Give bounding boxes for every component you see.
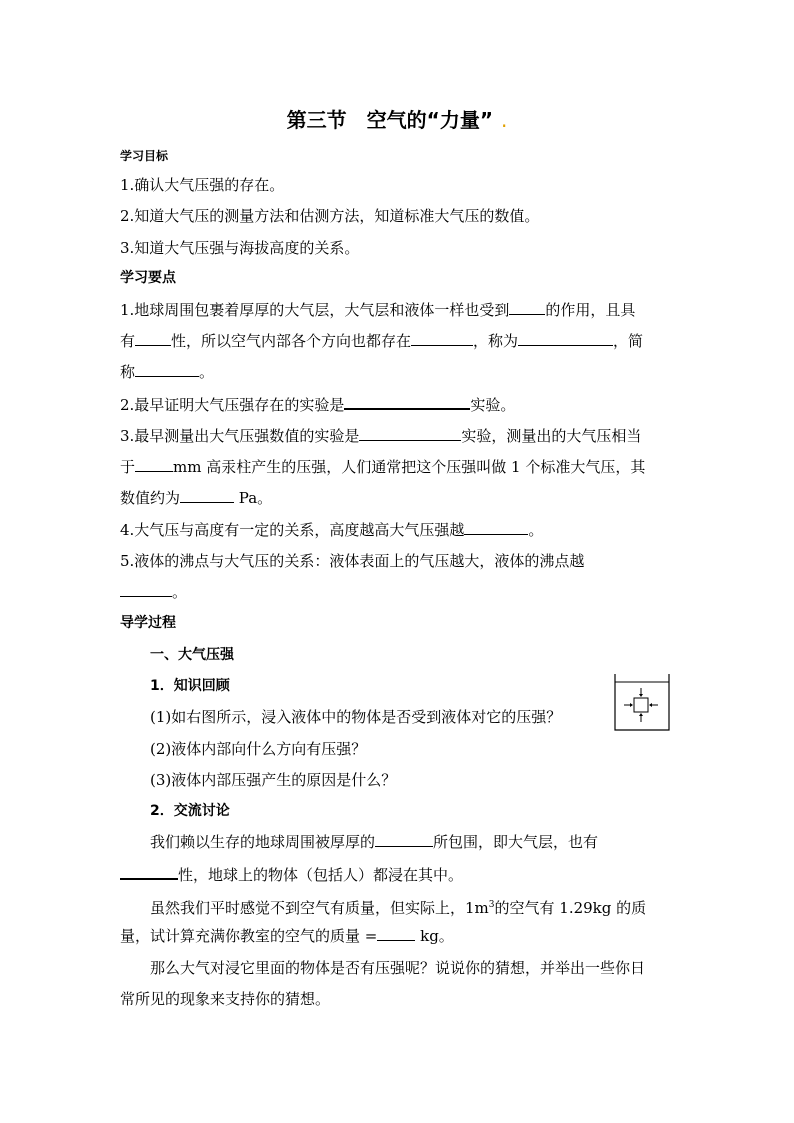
point-1-text-b: 的作用，且具 [545,301,636,319]
title-text: 第三节 空气的“力量” [286,108,493,132]
answer-blank[interactable] [359,426,461,441]
point-3-text-e: 数值约为 [120,489,181,507]
point-1-text-g: 称 [120,363,136,381]
point-5-line-2 [120,582,187,602]
point-3-text-b: 实验，测量出的大气压相当 [461,427,642,445]
point-5-text-b: 。 [172,583,188,601]
subsection-2-heading: 2．交流讨论 [150,803,230,819]
goal-item-3: 3.知道大气压强与海拔高度的关系。 [120,239,360,257]
point-3-line-3 [120,488,272,508]
container-figure [613,672,671,732]
answer-blank[interactable] [464,520,528,535]
answer-blank[interactable] [344,394,470,410]
point-2-text-b: 实验。 [470,396,516,414]
section-1-heading: 一、大气压强 [150,647,234,663]
discussion-1-text-a: 我们赖以生存的地球周围被厚厚的 [150,833,376,851]
point-3-text-a: 3.最早测量出大气压强数值的实验是 [120,427,360,445]
point-5-text-a: 5.液体的沸点与大气压的关系：液体表面上的气压越大，液体的沸点越 [120,552,585,570]
point-2 [120,394,515,415]
answer-blank[interactable] [509,300,545,315]
point-1-text-h: 。 [199,363,215,381]
page-title [0,104,794,133]
discussion-2-line-1 [150,895,646,918]
point-1-line-1 [120,300,635,320]
point-4-text-a: 4.大气压与高度有一定的关系，高度越高大气压强越 [120,521,465,539]
immersed-block [634,698,648,712]
question-3: (3)液体内部压强产生的原因是什么？ [150,771,397,789]
answer-blank[interactable] [120,864,178,880]
discussion-2-text-d: kg。 [415,927,454,945]
goal-item-2: 2.知道大气压的测量方法和估测方法，知道标准大气压的数值。 [120,207,540,225]
discussion-3-line-1: 那么大气对浸它里面的物体是否有压强呢？说说你的猜想，并举出一些你日 [150,959,646,977]
answer-blank[interactable] [377,926,415,941]
answer-blank[interactable] [375,832,433,847]
discussion-2-text-a: 虽然我们平时感觉不到空气有质量，但实际上，1m [150,899,489,917]
subsection-1-heading: 1．知识回顾 [150,678,230,694]
point-1-text-f: ，简 [613,332,644,350]
question-1: (1)如右图所示，浸入液体中的物体是否受到液体对它的压强？ [150,708,562,726]
point-5-line-1 [120,551,584,571]
point-4-text-b: 。 [528,521,544,539]
answer-blank[interactable] [411,331,473,346]
discussion-1-line-1 [150,832,598,852]
point-1-text-e: ，称为 [473,332,519,350]
discussion-2-text-b: 的空气有 1.29kg 的质 [494,899,647,917]
answer-blank[interactable] [518,331,613,346]
discussion-1-line-2 [120,864,463,885]
liquid-pressure-diagram [613,672,671,732]
point-1-text-c: 有 [120,332,136,350]
question-2: (2)液体内部向什么方向有压强？ [150,740,367,758]
point-3-line-1 [120,426,641,446]
arrow-left-head [649,703,652,707]
answer-blank[interactable] [135,362,199,377]
arrow-up-head [639,713,643,716]
point-3-line-2 [120,457,645,477]
superscript-3: 3 [488,900,495,910]
point-3-text-c: 于 [120,458,136,476]
answer-blank[interactable] [120,582,172,597]
arrow-down-head [639,694,643,697]
goals-heading: 学习目标 [120,149,169,163]
discussion-2-line-2 [120,926,454,946]
answer-blank[interactable] [180,488,234,503]
point-1-line-2 [120,331,643,351]
point-1-text-a: 1.地球周围包裹着厚厚的大气层，大气层和液体一样也受到 [120,301,510,319]
point-1-text-d: 性，所以空气内部各个方向也都存在 [171,332,412,350]
discussion-1-text-b: 所包围，即大气层，也有 [433,833,599,851]
point-2-text-a: 2.最早证明大气压强存在的实验是 [120,396,345,414]
point-3-text-f: Pa。 [234,489,273,507]
point-4 [120,520,543,540]
arrow-right-head [630,703,633,707]
title-mark: . [500,108,508,132]
point-3-text-d: mm 高汞柱产生的压强，人们通常把这个压强叫做 1 个标准大气压，其 [173,458,646,476]
answer-blank[interactable] [135,331,171,346]
point-1-line-3 [120,362,214,382]
discussion-1-text-c: 性，地球上的物体（包括人）都浸在其中。 [178,866,464,884]
discussion-3-line-2: 常所见的现象来支持你的猜想。 [120,990,331,1008]
points-heading: 学习要点 [120,270,176,286]
discussion-2-text-c: 量，试计算充满你教室的空气的质量 = [120,927,378,945]
process-heading: 导学过程 [120,615,176,631]
goal-item-1: 1.确认大气压强的存在。 [120,176,285,194]
answer-blank[interactable] [135,457,173,472]
